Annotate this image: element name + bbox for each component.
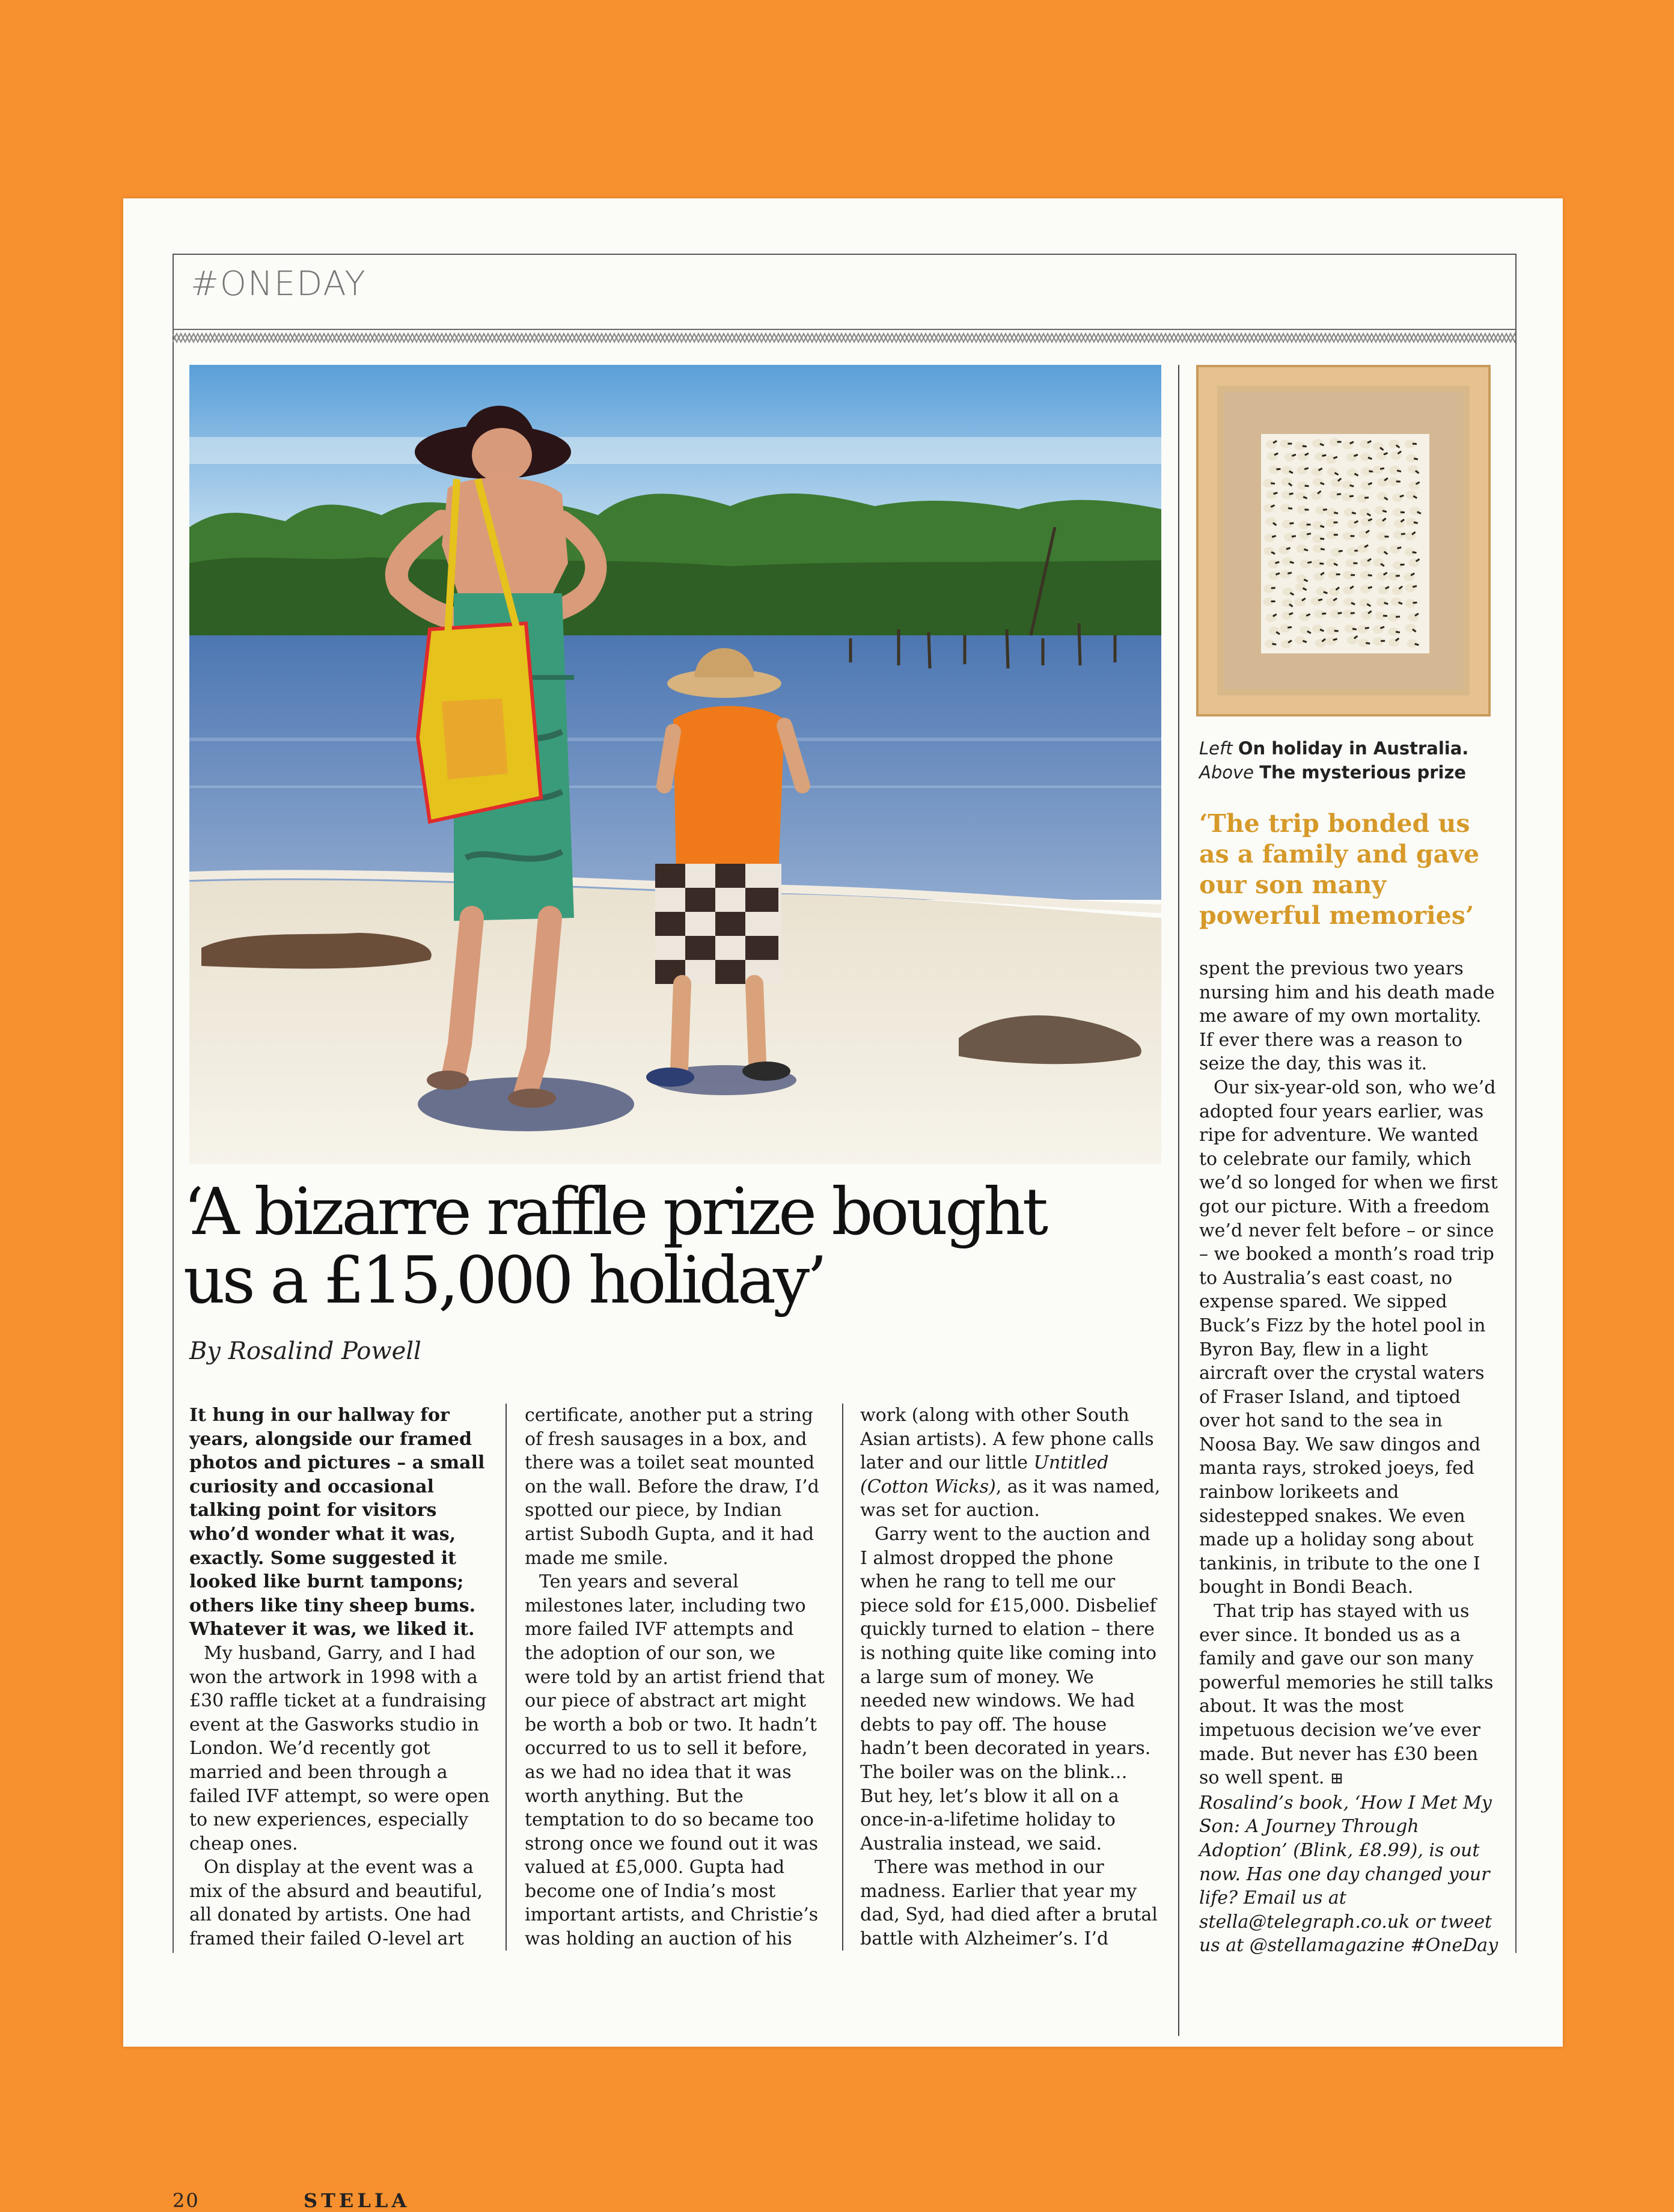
- cotton-bud: [1343, 597, 1354, 606]
- cotton-bud: [1296, 575, 1307, 583]
- cotton-bud: [1263, 547, 1274, 555]
- body-paragraph: [1199, 1599, 1500, 1791]
- burnt-wick: [1353, 562, 1357, 564]
- column-rule: [506, 1404, 507, 1951]
- cotton-bud: [1347, 468, 1358, 477]
- body-text: That trip has stayed with us ever since. It bonded us as a family and gave our son many powerful memories he still talks about. It was the most impetuous decision we’ve ever made. But never has £30 been so well spent.: [1199, 1601, 1494, 1789]
- cotton-bud: [1312, 625, 1323, 633]
- cotton-bud: [1266, 490, 1277, 499]
- cotton-bud: [1326, 455, 1337, 463]
- caption-above-text: The mysterious prize: [1259, 762, 1467, 783]
- burnt-wick: [1351, 574, 1355, 576]
- burnt-wick: [1351, 612, 1355, 614]
- lead-paragraph: It hung in our hallway for years, alongside our framed photos and pictures – a small curiosity and occasional talking point for visitors who’d wonder what it was, exactly. Some suggested it looked like burnt tampons; others like tiny sheep bums. Whatever it was, we liked it.: [189, 1405, 485, 1640]
- cotton-bud: [1316, 587, 1327, 596]
- caption-left-text: On holiday in Australia.: [1238, 738, 1469, 759]
- burnt-wick: [1400, 564, 1404, 566]
- artwork-title: Untitled (Cotton Wicks): [860, 1452, 1109, 1497]
- cotton-bud: [1376, 598, 1387, 606]
- end-mark-icon: ⊞: [1330, 1770, 1343, 1788]
- burnt-wick: [1307, 524, 1311, 525]
- cotton-bud: [1331, 548, 1342, 557]
- publication-name: STELLA: [304, 2189, 411, 2212]
- cotton-bud: [1357, 625, 1368, 634]
- cotton-bud: [1312, 439, 1323, 447]
- cotton-bud: [1268, 572, 1279, 580]
- body-paragraph: spent the previous two years nursing him and his death made me aware of my own mortality. If ever there was a reason to seize the day, this was it.: [1199, 958, 1495, 1075]
- cotton-bud: [1300, 560, 1311, 568]
- cotton-bud: [1392, 493, 1403, 502]
- cotton-bud: [1327, 468, 1338, 476]
- headline-line-1: ‘A bizarre raffle prize bought: [183, 1175, 1046, 1250]
- cotton-bud: [1406, 491, 1417, 500]
- burnt-wick: [1334, 534, 1338, 536]
- cotton-bud: [1390, 545, 1401, 554]
- cotton-bud: [1268, 560, 1278, 569]
- cotton-bud: [1299, 531, 1310, 539]
- burnt-wick: [1271, 600, 1275, 602]
- body-text: , as it was named, was set for auction.: [860, 1476, 1161, 1521]
- cotton-bud: [1297, 466, 1308, 475]
- cotton-bud: [1264, 534, 1275, 542]
- cotton-bud: [1278, 546, 1289, 554]
- cotton-bud: [1373, 625, 1384, 634]
- holiday-photo: [189, 365, 1161, 1164]
- burnt-wick: [1276, 468, 1280, 471]
- cotton-bud: [1410, 507, 1420, 515]
- burnt-wick: [1364, 496, 1369, 498]
- cotton-bud: [1281, 611, 1292, 620]
- burnt-wick: [1336, 573, 1340, 575]
- cotton-bud: [1361, 481, 1372, 490]
- byline: By Rosalind Powell: [189, 1337, 421, 1365]
- column-rule: [842, 1404, 843, 1951]
- burnt-wick: [1401, 512, 1405, 513]
- cotton-bud: [1360, 453, 1371, 461]
- cotton-bud: [1281, 491, 1292, 500]
- section-tag: #ONEDAY: [191, 264, 367, 304]
- article-headline: [183, 1175, 1085, 1318]
- cotton-bud: [1360, 585, 1371, 593]
- cotton-bud: [1376, 451, 1387, 460]
- burnt-wick: [1381, 640, 1385, 642]
- body-paragraph: certificate, another put a string of fresh sausages in a box, and there was a toilet seat mounted on the wall. Before the draw, I’d spotted our piece, by Indian artist Subodh Gupta, and it had made me smile.: [525, 1405, 819, 1569]
- body-paragraph: Ten years and several milestones later, including two more failed IVF attempts and the adoption of our son, we were told by an artist friend that our piece of abstract art might be worth a bob or two. It hadn’t occurred to us to sell it before, as we had no idea that it was worth anything. But the temptation to do so became too strong once we found out it was valued at £5,000. Gupta had become one of India’s most important artists, and Christie’s was holding an auction of his: [525, 1571, 825, 1950]
- caption-above-line: [1199, 760, 1500, 784]
- body-paragraph: There was method in our madness. Earlier that year my dad, Syd, had died after a brutal battle with Alzheimer’s. I’d: [860, 1857, 1158, 1950]
- cotton-bud: [1310, 597, 1321, 605]
- body-paragraph: [860, 1404, 1161, 1523]
- burnt-wick: [1350, 535, 1354, 537]
- prize-artwork-photo: [1196, 365, 1491, 716]
- cotton-bud: [1405, 584, 1416, 592]
- cotton-bud: [1313, 478, 1324, 486]
- burnt-wick: [1333, 521, 1337, 523]
- body-paragraph: Garry went to the auction and I almost dropped the phone when he rang to tell me our piece sold for £15,000. Disbelief quickly turned to elation – there is nothing quite like coming into a large sum of money. We needed new windows. We had debts to pay off. The house hadn’t been decorated in years. The boiler was on the blink… But hey, let’s blow it all on a once-in-a-lifetime holiday to Australia instead, we said.: [860, 1523, 1157, 1854]
- cotton-bud: [1285, 453, 1295, 462]
- caption-above-label: Above: [1199, 762, 1254, 783]
- body-paragraph: Our six-year-old son, who we’d adopted four years earlier, was ripe for adventure. We wanted to celebrate our family, which we’d so longed for when we first got our picture. With a freedom we’d never felt before – or since – we booked a month’s road trip to Australia’s east coast, no expense spared. We sipped Buck’s Fizz by the hotel pool in Byron Bay, flew in a light aircraft over the crystal waters of Fraser Island, and tiptoed over hot sand to the sea in Noosa Bay. We saw dingos and manta rays, stroked joeys, fed rainbow lorikeets and sidestepped snakes. We even made up a holiday song about tankinis, in tribute to the one I bought in Bondi Beach.: [1199, 1077, 1498, 1598]
- burnt-wick: [1396, 480, 1401, 482]
- cotton-bud: [1295, 583, 1306, 591]
- cotton-bud: [1326, 558, 1337, 567]
- cotton-bud: [1281, 466, 1292, 475]
- cotton-bud: [1391, 597, 1402, 606]
- body-column-2: [525, 1404, 825, 1951]
- cotton-bud: [1296, 545, 1307, 553]
- burnt-wick: [1288, 443, 1292, 445]
- caption-left-line: [1199, 736, 1500, 760]
- body-paragraph: My husband, Garry, and I had won the artwork in 1998 with a £30 raffle ticket at a fundraising event at the Gasworks studio in London. We’d recently got married and been through a failed IVF attempt, so were open to new experiences, especially cheap ones.: [189, 1642, 490, 1854]
- magazine-page: [123, 198, 1563, 2212]
- photo-caption: [1199, 736, 1500, 784]
- burnt-wick: [1337, 441, 1342, 443]
- cotton-bud: [1315, 453, 1325, 461]
- headline-line-2: us a £15,000 holiday’: [183, 1243, 825, 1318]
- burnt-wick: [1413, 443, 1417, 445]
- body-column-3: [860, 1404, 1161, 1951]
- burnt-wick: [1322, 613, 1326, 614]
- burnt-wick: [1304, 509, 1309, 510]
- cotton-bud: [1346, 453, 1357, 462]
- pull-quote: ‘The trip bonded us as a family and gave our son many powerful memories’: [1199, 809, 1480, 930]
- author-endnote: Rosalind’s book, ‘How I Met My Son: A Journey Through Adoption’ (Blink, £8.99), is out now. Has one day changed your life? Email us at stella@telegraph.co.uk or tweet us at @stellamagazine #OneDay: [1199, 1792, 1498, 1957]
- body-column-1: [189, 1404, 490, 1951]
- caption-left-label: Left: [1199, 738, 1233, 759]
- zigzag-divider: [173, 328, 1515, 346]
- cotton-bud: [1280, 570, 1291, 578]
- cotton-bud: [1295, 636, 1306, 644]
- body-column-4: [1199, 957, 1500, 1958]
- body-paragraph: On display at the event was a mix of the absurd and beautiful, all donated by artists. One had framed their failed O-level art: [189, 1857, 483, 1950]
- body-text: work (along with other South Asian artists). A few phone calls later and our little: [860, 1405, 1154, 1474]
- burnt-wick: [1396, 575, 1400, 576]
- cotton-bud: [1283, 588, 1294, 596]
- cotton-bud: [1372, 466, 1383, 474]
- cotton-bud: [1300, 626, 1310, 635]
- column-rule: [1178, 365, 1179, 2036]
- burnt-wick: [1384, 536, 1388, 538]
- burnt-wick: [1383, 615, 1387, 617]
- cotton-bud: [1325, 637, 1336, 645]
- page-number: 20: [173, 2189, 200, 2212]
- cotton-bud: [1295, 492, 1306, 500]
